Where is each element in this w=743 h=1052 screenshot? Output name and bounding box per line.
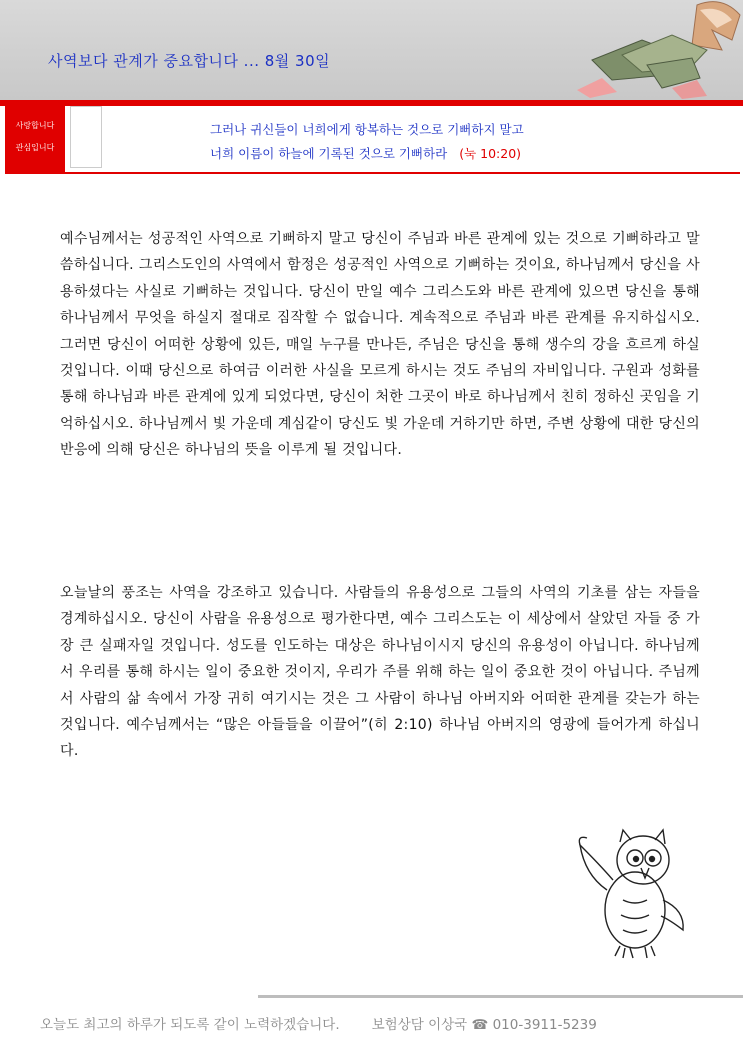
verse-line-1: 그러나 귀신들이 너희에게 항복하는 것으로 기뻐하지 말고 xyxy=(210,122,524,137)
side-tab-love: 사랑합니다 xyxy=(15,121,55,130)
header-red-bar xyxy=(0,100,743,106)
verse-line-2: 너희 이름이 하늘에 기록된 것으로 기뻐하라 xyxy=(210,146,448,161)
footer xyxy=(40,1013,597,1033)
verse-reference: (눅 10:20) xyxy=(459,146,522,161)
side-tab-care: 관심입니다 xyxy=(15,143,55,152)
footer-contact: 보험상담 이상국 ☎ 010-3911-5239 xyxy=(371,1017,597,1033)
side-tab-box xyxy=(5,106,65,172)
footer-divider xyxy=(258,995,743,998)
page-title: 사역보다 관계가 중요합니다 ... 8월 30일 xyxy=(48,52,331,70)
side-white-box xyxy=(70,106,102,168)
footer-slogan: 오늘도 최고의 하루가 되도록 같이 노력하겠습니다. xyxy=(40,1017,340,1033)
scripture-verse xyxy=(210,118,690,166)
body-paragraph-1: 예수님께서는 성공적인 사역으로 기뻐하지 말고 당신이 주님과 바른 관계에 있는 것으로 기뻐하라고 말씀하십니다. 그리스도인의 사역에서 함정은 성공적인 사역으로 기뻐하는 것이요, 하나님께서 당신을 사용하셨다는 사실로 기뻐하는 것입니다. 당신이 만일 예수 그리스도와 바른 관계에 있으면 당신을 통해 하나님께서 무엇을 하실지 절대로 짐작할 수 없습니다. 계속적으로 주님과 바른 관계를 유지하십시오. 그러면 당신이 어떠한 상황에 있든, 매일 누구를 만나든, 주님은 당신을 통해 생수의 강을 흐르게 하실 것입니다. 이때 당신으로 하여금 이러한 사실을 모르게 하시는 것도 주님의 자비입니다. 구원과 성화를 통해 하나님과 바른 관계에 있게 되었다면, 당신이 처한 그곳이 바로 하나님께서 친히 정하신 곳임을 기억하십시오. 하나님께서 빛 가운데 계심같이 당신도 빛 가운데 거하기만 하면, 주변 상황에 대한 당신의 반응에 의해 당신은 하나님의 뜻을 이루게 될 것입니다. xyxy=(60,231,700,459)
eggshell-money-icon xyxy=(572,0,743,100)
owl-icon xyxy=(575,820,695,960)
verse-divider xyxy=(5,172,740,174)
body-paragraph-2: 오늘날의 풍조는 사역을 강조하고 있습니다. 사람들의 유용성으로 그들의 사역의 기초를 삼는 자들을 경계하십시오. 당신이 사람을 유용성으로 평가한다면, 예수 그리스도는 이 세상에서 살았던 자들 중 가장 큰 실패자일 것입니다. 성도를 인도하는 대상은 하나님이시지 당신의 유용성이 아닙니다. 하나님께서 우리를 통해 하시는 일이 중요한 것이지, 우리가 주를 위해 하는 일이 중요한 것이 아닙니다. 주님께서 사람의 삶 속에서 가장 귀히 여기시는 것은 그 사람이 하나님 아버지와 어떠한 관계를 갖는가 하는 것입니다. 예수님께서는 “많은 아들들을 이끌어”(히 2:10) 하나님 아버지의 영광에 들어가게 하십니다. xyxy=(60,585,700,760)
